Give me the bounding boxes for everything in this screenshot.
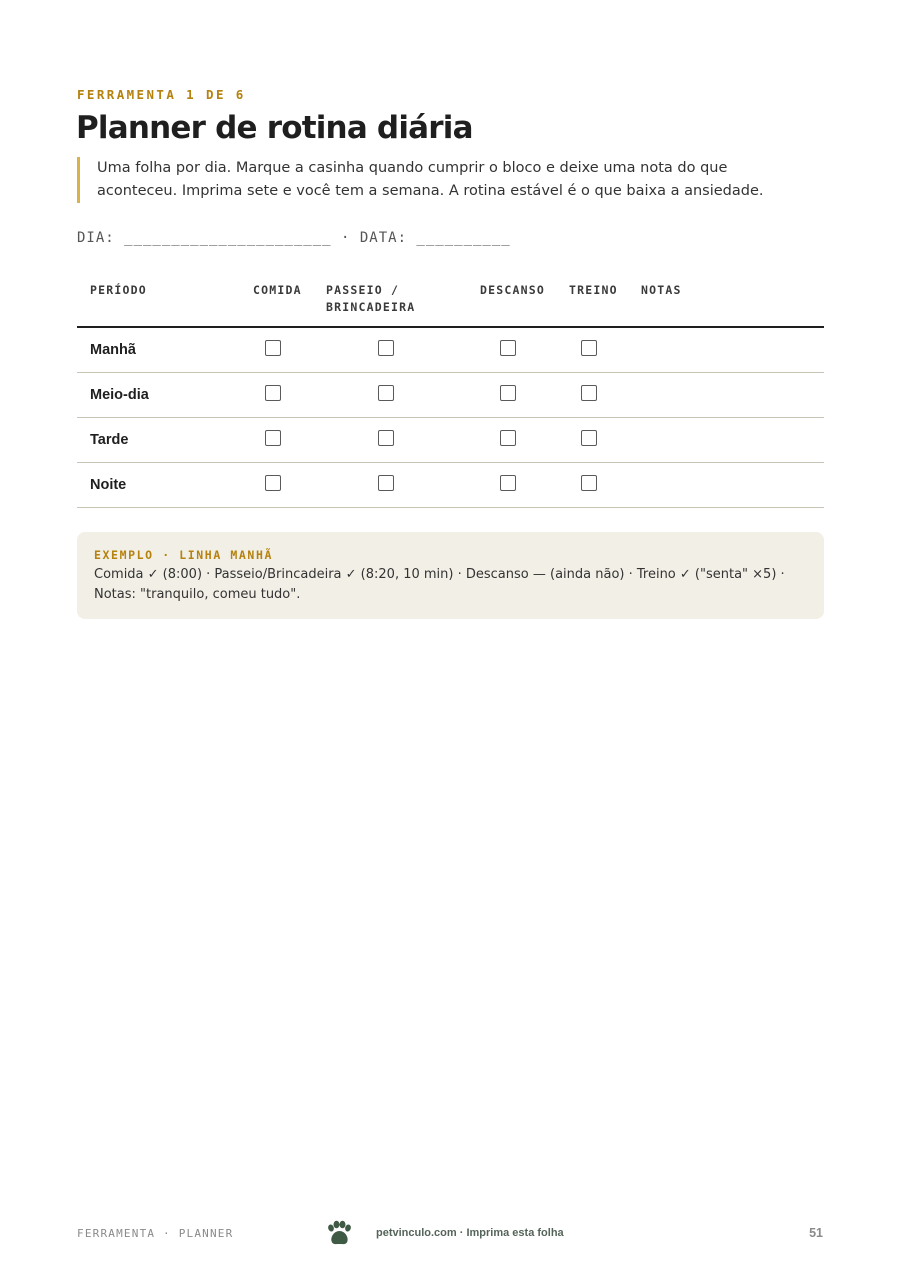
header-passeio-line1: PASSEIO /	[326, 283, 400, 297]
table-header-row	[77, 278, 824, 327]
notes-cell-manha[interactable]	[641, 327, 824, 373]
row-label-tarde: Tarde	[77, 418, 253, 463]
example-text: Comida ✓ (8:00) · Passeio/Brincadeira ✓ (8:20, 10 min) · Descanso — (ainda não) · Treino ✓ ("senta" ×5) · Notas: "tranquilo, comeu tudo".	[94, 567, 785, 602]
notes-cell-tarde[interactable]	[641, 418, 824, 463]
checkbox-manha-passeio[interactable]	[378, 340, 394, 356]
example-label: EXEMPLO · LINHA MANHÃ	[94, 548, 273, 562]
header-treino: TREINO	[569, 278, 641, 327]
notes-cell-noite[interactable]	[641, 463, 824, 508]
checkbox-meio-dia-comida[interactable]	[265, 385, 281, 401]
intro-text: Uma folha por dia. Marque a casinha quando cumprir o bloco e deixe uma nota do que aconteceu. Imprima sete e você tem a semana. A rotina estável é o que baixa a ansiedade.	[77, 157, 777, 203]
table-row	[77, 418, 824, 463]
header-passeio-line2: BRINCADEIRA	[326, 300, 416, 314]
checkbox-noite-treino[interactable]	[581, 475, 597, 491]
checkbox-tarde-descanso[interactable]	[500, 430, 516, 446]
routine-table	[77, 278, 824, 508]
checkbox-meio-dia-passeio[interactable]	[378, 385, 394, 401]
header-periodo: PERÍODO	[77, 278, 253, 327]
header-comida: COMIDA	[253, 278, 326, 327]
tool-eyebrow: FERRAMENTA 1 DE 6	[77, 87, 246, 102]
checkbox-manha-treino[interactable]	[581, 340, 597, 356]
header-passeio	[326, 278, 480, 327]
checkbox-meio-dia-treino[interactable]	[581, 385, 597, 401]
checkbox-tarde-passeio[interactable]	[378, 430, 394, 446]
checkbox-manha-descanso[interactable]	[500, 340, 516, 356]
checkbox-meio-dia-descanso[interactable]	[500, 385, 516, 401]
footer-section-label: FERRAMENTA · PLANNER	[77, 1227, 234, 1240]
paw-icon	[325, 1220, 353, 1248]
page-number: 51	[809, 1226, 823, 1240]
notes-cell-meio-dia[interactable]	[641, 373, 824, 418]
checkbox-noite-passeio[interactable]	[378, 475, 394, 491]
table-row	[77, 463, 824, 508]
row-label-meio-dia: Meio-dia	[77, 373, 253, 418]
checkbox-noite-descanso[interactable]	[500, 475, 516, 491]
day-date-line: DIA: ______________________ · DATA: __________	[77, 230, 511, 246]
header-descanso: DESCANSO	[480, 278, 569, 327]
table-row	[77, 327, 824, 373]
example-box	[77, 532, 824, 619]
checkbox-manha-comida[interactable]	[265, 340, 281, 356]
footer-site: petvinculo.com · Imprima esta folha	[376, 1227, 564, 1239]
row-label-manha: Manhã	[77, 327, 253, 373]
table-row	[77, 373, 824, 418]
checkbox-noite-comida[interactable]	[265, 475, 281, 491]
header-notas: NOTAS	[641, 278, 824, 327]
checkbox-tarde-comida[interactable]	[265, 430, 281, 446]
page-title: Planner de rotina diária	[76, 110, 473, 146]
checkbox-tarde-treino[interactable]	[581, 430, 597, 446]
row-label-noite: Noite	[77, 463, 253, 508]
